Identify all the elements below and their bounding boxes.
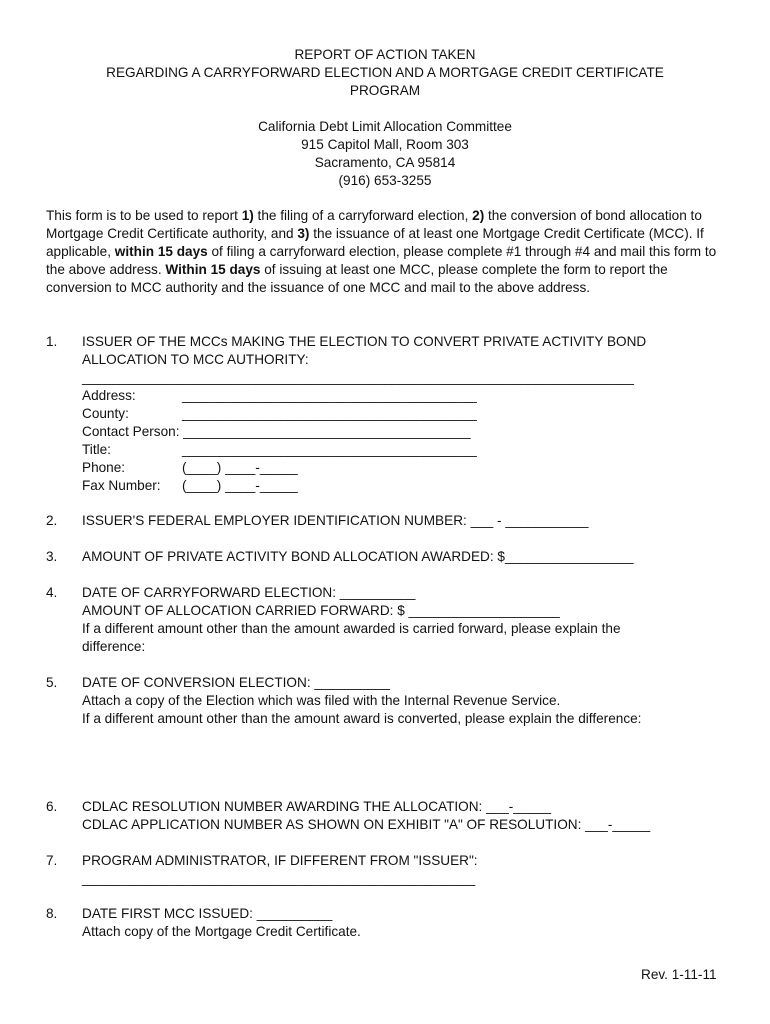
org-phone: (916) 653-3255 [338,173,432,188]
fax-field[interactable]: (____) ____-_____ [182,478,298,493]
item-1-label: ISSUER OF THE MCCs MAKING THE ELECTION TO CONVERT PRIVATE ACTIVITY BOND [82,334,647,349]
item-8-attach-text: Attach copy of the Mortgage Credit Certificate. [82,924,361,939]
county-row [82,405,477,423]
item-3-number: 3. [46,549,58,564]
item-5-explain-text: If a different amount other than the amount award is converted, please explain the difference: [82,711,642,726]
issuer-name-field[interactable]: _________________________________________________________________________ [82,370,634,385]
intro-paragraph: This form is to be used to report 1) the filing of a carryforward election, 2) the conversion of bond allocation to Mortgage Credit Certificate authority, and 3) the issuance of at least one Mortgage Credit Certificate (MCC). If applicable, within 15 days of filing a carryforward election, please complete #1 through #4 and mail this form to the above address. Within 15 days of issuing at least one MCC, please complete the form to report the conversion to MCC authority and the issuance of one MCC and mail to the above address. [46,208,717,295]
address-field[interactable]: _______________________________________ [182,388,477,403]
address-label: Address: [82,388,136,403]
county-field[interactable]: _______________________________________ [182,406,477,421]
item-6-number: 6. [46,799,58,814]
conversion-date-field[interactable]: DATE OF CONVERSION ELECTION: __________ [82,675,390,690]
phone-field[interactable]: (____) ____-_____ [182,460,298,475]
carryforward-date-field[interactable]: DATE OF CARRYFORWARD ELECTION: __________ [82,585,416,600]
title-row [82,441,477,459]
item-5-number: 5. [46,675,58,690]
revision-label: Rev. 1-11-11 [641,967,717,982]
phone-row [82,459,298,477]
org-address-1: 915 Capitol Mall, Room 303 [301,137,469,152]
title-line-2: REGARDING A CARRYFORWARD ELECTION AND A MORTGAGE CREDIT CERTIFICATE [106,65,664,80]
org-name: California Debt Limit Allocation Committee [258,119,512,134]
title-line-1: REPORT OF ACTION TAKEN [294,47,476,62]
fein-field[interactable]: ISSUER'S FEDERAL EMPLOYER IDENTIFICATION NUMBER: ___ - ___________ [82,513,589,528]
item-4-explain-text-cont: difference: [82,639,146,654]
county-label: County: [82,406,129,421]
item-4-number: 4. [46,585,58,600]
resolution-number-field[interactable]: CDLAC RESOLUTION NUMBER AWARDING THE ALLOCATION: ___-_____ [82,799,552,814]
item-2-number: 2. [46,513,58,528]
org-address-2: Sacramento, CA 95814 [314,155,456,170]
title-field[interactable]: _______________________________________ [182,442,477,457]
first-mcc-date-field[interactable]: DATE FIRST MCC ISSUED: __________ [82,906,333,921]
address-row [82,387,477,405]
item-4-explain-text: If a different amount other than the amount awarded is carried forward, please explain the [82,621,621,636]
item-5-attach-text: Attach a copy of the Election which was filed with the Internal Revenue Service. [82,693,561,708]
item-7-label: PROGRAM ADMINISTRATOR, IF DIFFERENT FROM "ISSUER": [82,853,478,868]
contact-person-field[interactable]: Contact Person: ______________________________________ [82,424,471,439]
fax-label: Fax Number: [82,478,161,493]
title-label: Title: [82,442,111,457]
fax-row [82,477,298,495]
item-1-label-cont: ALLOCATION TO MCC AUTHORITY: [82,352,309,367]
item-8-number: 8. [46,906,58,921]
phone-label: Phone: [82,460,126,475]
carried-forward-amount-field[interactable]: AMOUNT OF ALLOCATION CARRIED FORWARD: $ ____________________ [82,603,560,618]
title-line-3: PROGRAM [349,83,421,98]
application-number-field[interactable]: CDLAC APPLICATION NUMBER AS SHOWN ON EXHIBIT "A" OF RESOLUTION: ___-_____ [82,817,651,832]
program-administrator-field[interactable]: ____________________________________________________ [82,871,476,886]
item-1-number: 1. [46,334,58,349]
allocation-awarded-field[interactable]: AMOUNT OF PRIVATE ACTIVITY BOND ALLOCATION AWARDED: $_________________ [82,549,634,564]
item-7-number: 7. [46,853,58,868]
